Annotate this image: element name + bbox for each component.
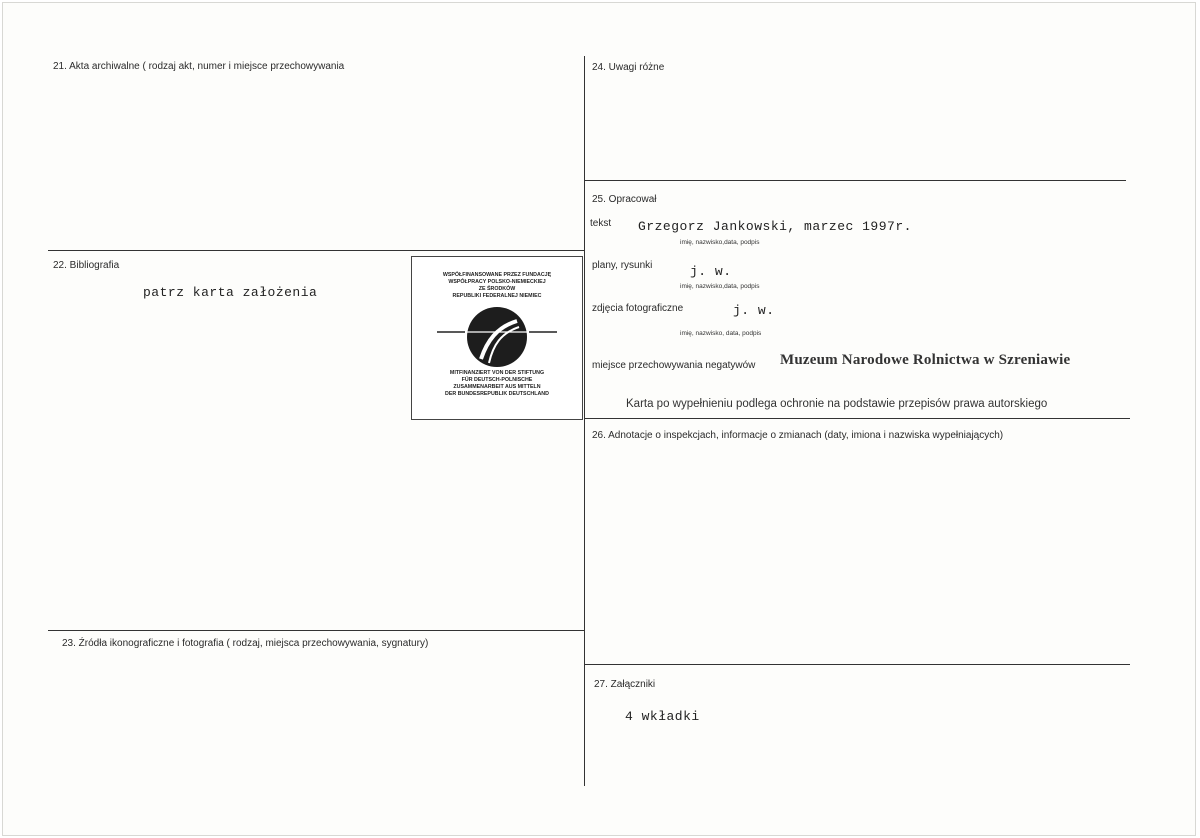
plany-hint: imię, nazwisko,data, podpis: [680, 283, 760, 290]
logo-text-pl-3: ZE ŚRODKÓW: [478, 286, 516, 292]
plany-value: j. w.: [690, 264, 732, 279]
divider-22-23: [48, 630, 584, 631]
divider-21-22: [48, 250, 584, 251]
tekst-value: Grzegorz Jankowski, marzec 1997r.: [638, 219, 912, 234]
field-22-label: 22. Bibliografia: [53, 260, 120, 271]
field-26-label: 26. Adnotacje o inspekcjach, informacje o zmianach (daty, imiona i nazwiska wypełniających): [592, 430, 1004, 441]
field-24-label: 24. Uwagi różne: [592, 62, 665, 73]
logo-text-pl-4: REPUBLIKI FEDERALNEJ NIEMIEC: [452, 293, 542, 299]
negatywy-value: Muzeum Narodowe Rolnictwa w Szreniawie: [780, 352, 1071, 368]
field-21-label: 21. Akta archiwalne ( rodzaj akt, numer i miejsce przechowywania: [53, 61, 345, 72]
logo-text-de-3: ZUSAMMENARBEIT AUS MITTELN: [453, 384, 541, 390]
field-23-label: 23. Źródła ikonograficzne i fotografia ( rodzaj, miejsca przechowywania, sygnatury): [62, 638, 429, 649]
logo-text-de-2: FÜR DEUTSCH-POLNISCHE: [461, 377, 533, 383]
vertical-divider: [584, 56, 585, 786]
zdjecia-value: j. w.: [733, 303, 775, 318]
sponsor-logo-box: [411, 256, 583, 420]
copyright-notice: Karta po wypełnieniu podlega ochronie na podstawie przepisów prawa autorskiego: [626, 398, 1048, 410]
divider-25-26: [584, 418, 1130, 419]
zdjecia-label: zdjęcia fotograficzne: [592, 303, 684, 314]
logo-text-de-4: DER BUNDESREPUBLIK DEUTSCHLAND: [445, 391, 549, 397]
logo-text-pl-1: WSPÓŁFINANSOWANE PRZEZ FUNDACJĘ: [442, 272, 552, 278]
plany-label: plany, rysunki: [592, 260, 653, 271]
field-27-value: 4 wkładki: [625, 709, 700, 724]
tekst-hint: imię, nazwisko,data, podpis: [680, 239, 760, 246]
logo-text-pl-2: WSPÓŁPRACY POLSKO-NIEMIECKIEJ: [448, 279, 546, 285]
negatywy-label: miejsce przechowywania negatywów: [592, 360, 756, 371]
tekst-label: tekst: [590, 218, 612, 229]
form-sheet: [2, 2, 1196, 836]
divider-24-25: [584, 180, 1126, 181]
field-22-value: patrz karta założenia: [143, 285, 318, 300]
zdjecia-hint: imię, nazwisko, data, podpis: [680, 330, 762, 337]
foundation-emblem-icon: [437, 305, 557, 369]
field-25-label: 25. Opracował: [592, 194, 657, 205]
logo-text-de-1: MITFINANZIERT VON DER STIFTUNG: [449, 370, 545, 376]
field-27-label: 27. Załączniki: [594, 679, 656, 690]
divider-26-27: [584, 664, 1130, 665]
